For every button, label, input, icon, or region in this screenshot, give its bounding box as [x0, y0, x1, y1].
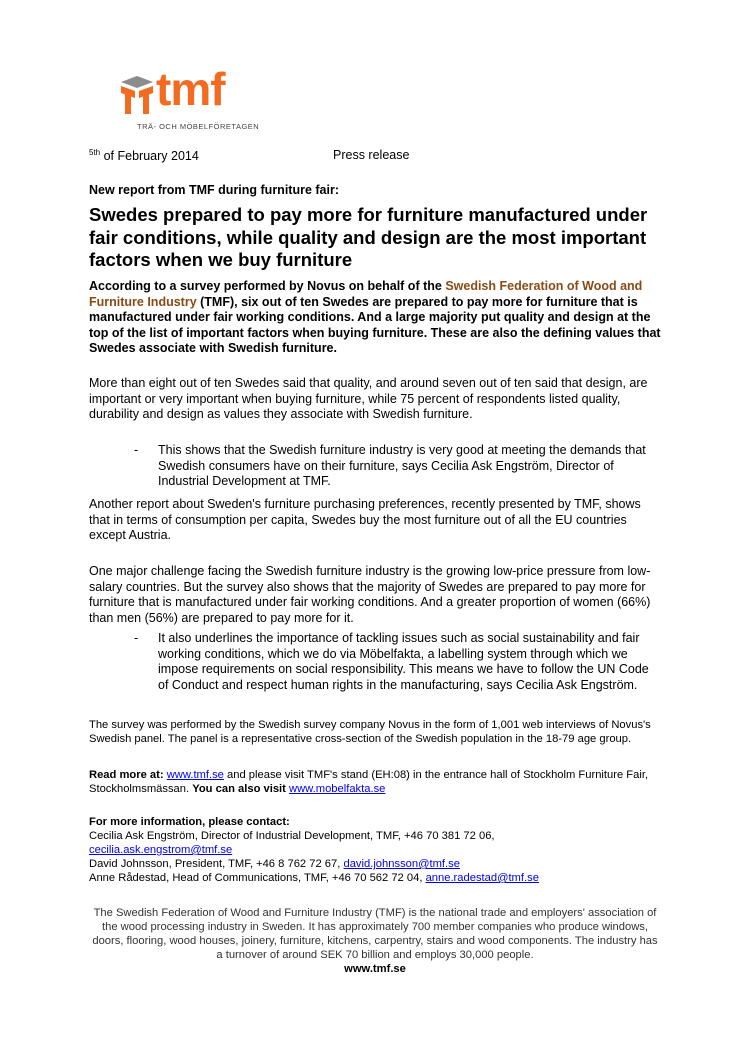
contact-3: Anne Rådestad, Head of Communications, TMF, +46 70 562 72 04,	[89, 872, 426, 884]
quote-2-dash: -	[134, 631, 139, 645]
contact-2-email-link[interactable]: david.johnsson@tmf.se	[343, 858, 460, 870]
date-day: 5	[89, 148, 94, 157]
quote-1-text: This shows that the Swedish furniture industry is very good at meeting the demands that Swedish consumers have on their furniture, says Cecilia Ask Engström, Director of Industrial Development at TMF.	[158, 443, 646, 489]
tmf-logo-mark-icon	[117, 74, 157, 118]
contact-heading: For more information, please contact:	[89, 816, 290, 828]
read-more	[89, 768, 661, 796]
logo-tagline: TRÄ- OCH MÖBELFÖRETAGEN	[137, 122, 260, 131]
about-text: The Swedish Federation of Wood and Furniture Industry (TMF) is the national trade and employers' association of the wood processing industry in Sweden. It has approximately 700 member companies who produce windows, doors, flooring, wood houses, joinery, furniture, kitchens, carpentry, stairs and wood components. The industry has a turnover of around SEK 70 billion and employs 30,000 people.	[92, 907, 658, 961]
contact-3-email-link[interactable]: anne.radestad@tmf.se	[425, 872, 539, 884]
survey-note: The survey was performed by the Swedish survey company Novus in the form of 1,001 web interviews of Novus's Swedish panel. The panel is a representative cross-section of the Swedish population in the 18-79 age group.	[89, 719, 651, 745]
contact-1-email-link[interactable]: cecilia.ask.engstrom@tmf.se	[89, 844, 233, 856]
contact-2: David Johnsson, President, TMF, +46 8 762 72 67,	[89, 858, 344, 870]
lead-paragraph	[89, 279, 661, 357]
read-more-bold: You can also visit	[192, 783, 286, 795]
quote-2-text: It also underlines the importance of tackling issues such as social sustainability and fair working conditions, which we do via Möbelfakta, a labelling system through which we impose requirements on social responsibility. This means we have to follow the UN Code of Conduct and respect human rights in the manufacturing, says Cecilia Ask Engström.	[158, 631, 649, 692]
read-more-label: Read more at:	[89, 769, 164, 781]
read-more-text: and please visit TMF's stand (EH:08) in the entrance hall of Stockholm Furniture Fair, Stockholmsmässan.	[89, 769, 649, 795]
contact-block	[89, 815, 661, 885]
logo-wordmark: tmf	[156, 63, 225, 115]
lead-part1: According to a survey performed by Novus on behalf of the	[89, 279, 446, 293]
date-text: of February 2014	[100, 149, 199, 163]
kicker: New report from TMF during furniture fair:	[89, 183, 339, 197]
mobelfakta-link[interactable]: www.mobelfakta.se	[289, 783, 386, 795]
about-tmf	[89, 906, 661, 976]
doc-type: Press release	[333, 148, 410, 162]
dateline	[89, 148, 661, 163]
body-paragraph-1: More than eight out of ten Swedes said that quality, and around seven out of ten said that design, are important or very important when buying furniture, while 75 percent of respondents listed quality, durability and design as values they associate with Swedish furniture.	[89, 376, 648, 422]
body-paragraph-3: One major challenge facing the Swedish furniture industry is the growing low-price pressure from low-salary countries. But the survey also shows that the majority of Swedes are prepared to pay more for furniture that is manufactured under fair working conditions. And a greater proportion of women (66%) than men (56%) are prepared to pay more for it.	[89, 564, 651, 625]
tmf-logo	[117, 63, 277, 131]
about-website: www.tmf.se	[344, 963, 406, 975]
lead-part2: (TMF), six out of ten Swedes are prepared to pay more for furniture that is manufactured under fair working conditions. And a large majority put quality and design at the top of the list of important factors when buying furniture. These are also the defining values that Swedes associate with Swedish furniture.	[89, 294, 661, 356]
contact-1: Cecilia Ask Engström, Director of Industrial Development, TMF, +46 70 381 72 06,	[89, 830, 495, 842]
tmf-website-link[interactable]: www.tmf.se	[166, 769, 224, 781]
body-paragraph-2: Another report about Sweden's furniture purchasing preferences, recently presented by TMF, shows that in terms of consumption per capita, Swedes buy the most furniture out of all the EU countries except Austria.	[89, 497, 641, 543]
date-suffix: th	[93, 148, 101, 157]
headline: Swedes prepared to pay more for furniture manufactured under fair conditions, while quality and design are the most important factors when we buy furniture	[89, 204, 648, 270]
quote-1-dash: -	[134, 443, 139, 457]
lead-org-name: Swedish Federation of Wood and Furniture Industry	[89, 279, 643, 309]
